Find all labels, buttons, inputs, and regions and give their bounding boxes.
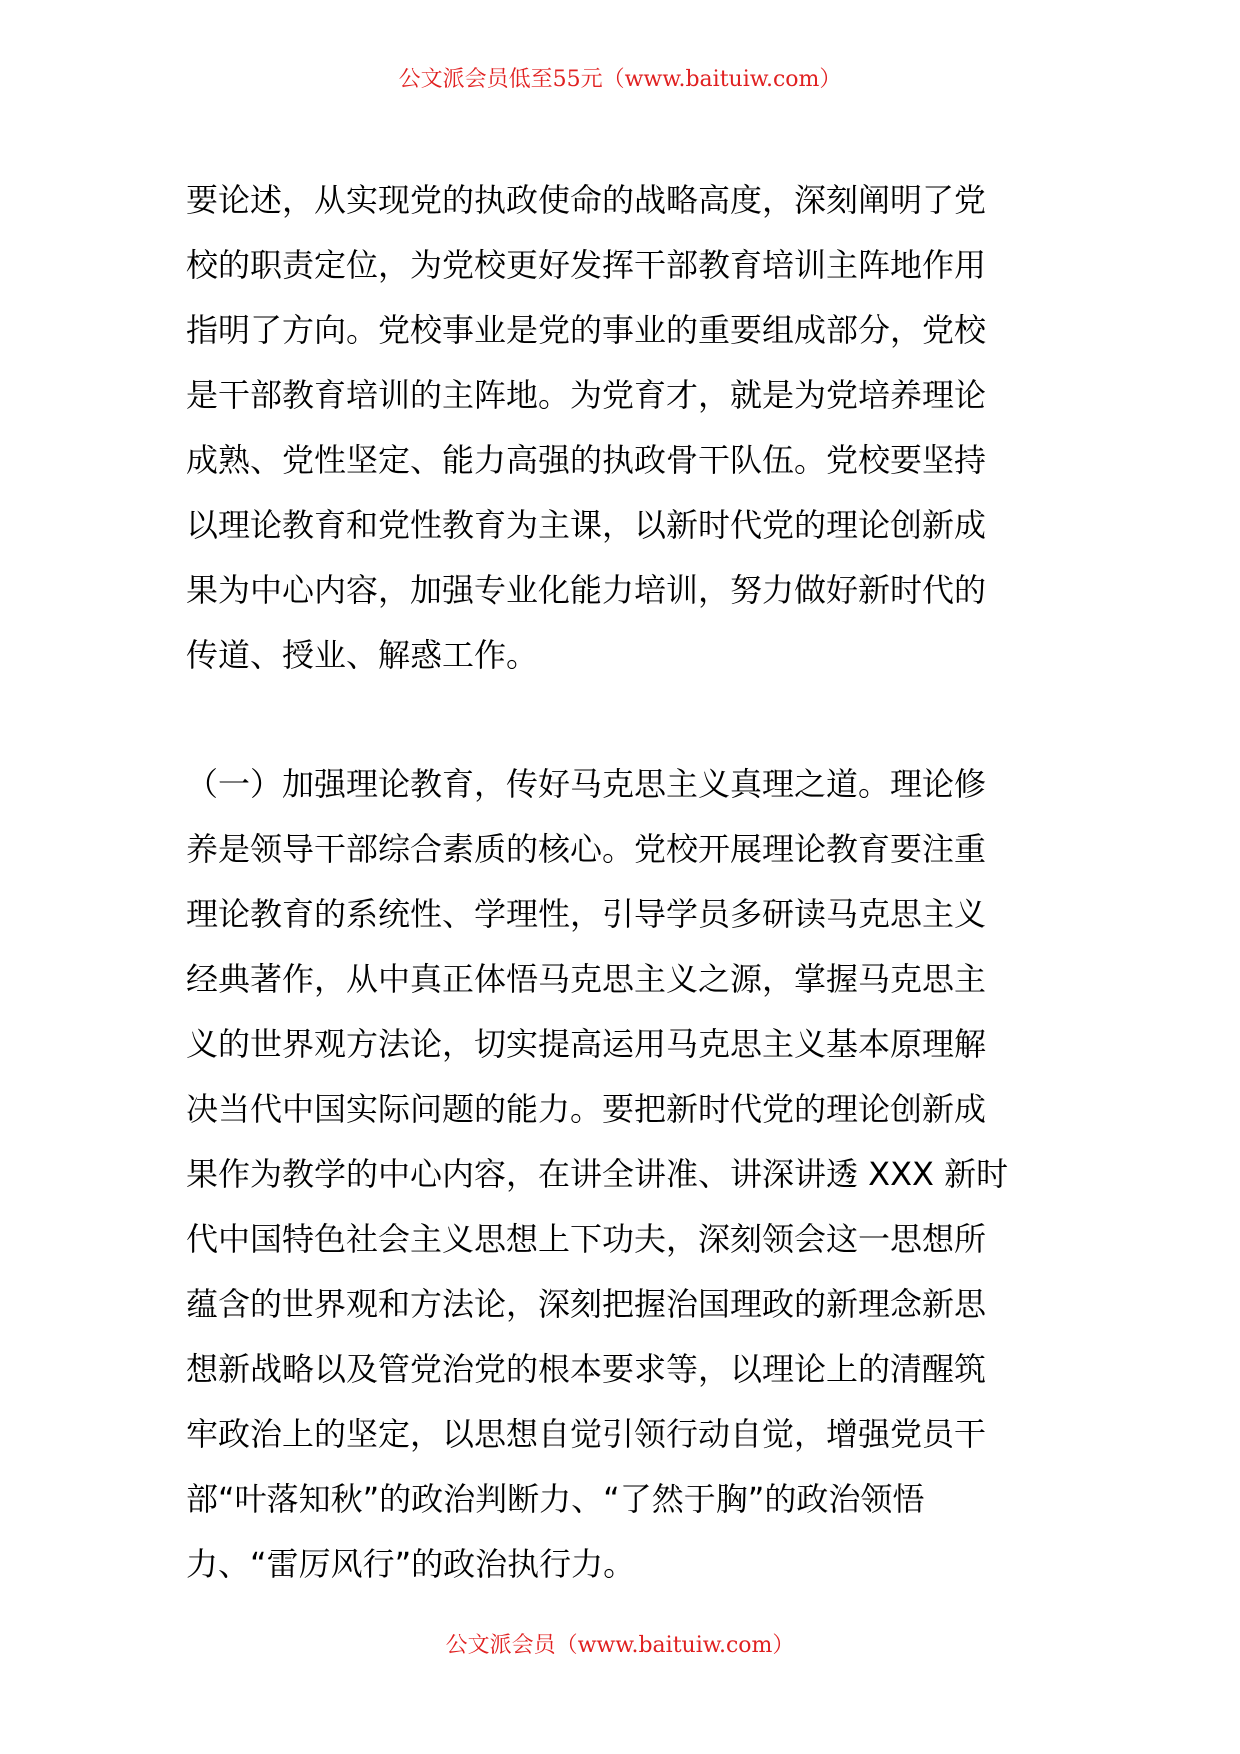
paragraph-line: 以理论教育和党性教育为主课，以新时代党的理论创新成 <box>186 506 987 544</box>
paragraph-2 <box>186 752 1054 1597</box>
paragraph-line: 决当代中国实际问题的能力。要把新时代党的理论创新成 <box>186 1090 987 1128</box>
paragraph-line: 理论教育的系统性、学理性，引导学员多研读马克思主义 <box>186 895 987 933</box>
header-watermark: 公文派会员低至55元（www.baituiw.com） <box>398 67 842 92</box>
paragraph-line: 力、“雷厉风行”的政治执行力。 <box>186 1545 636 1583</box>
paragraph-line: 校的职责定位，为党校更好发挥干部教育培训主阵地作用 <box>186 246 987 284</box>
paragraph-line: 成熟、党性坚定、能力高强的执政骨干队伍。党校要坚持 <box>186 441 987 479</box>
paragraph-line: 经典著作，从中真正体悟马克思主义之源，掌握马克思主 <box>186 960 987 998</box>
paragraph-line: 想新战略以及管党治党的根本要求等，以理论上的清醒筑 <box>186 1350 987 1388</box>
paragraph-line: 义的世界观方法论，切实提高运用马克思主义基本原理解 <box>186 1025 987 1063</box>
footer-watermark: 公文派会员（www.baituiw.com） <box>445 1633 795 1658</box>
paragraph-line: 是干部教育培训的主阵地。为党育才，就是为党培养理论 <box>186 376 987 414</box>
paragraph-1 <box>186 168 1054 688</box>
paragraph-line: 蕴含的世界观和方法论，深刻把握治国理政的新理念新思 <box>186 1285 987 1323</box>
paragraph-line: 指明了方向。党校事业是党的事业的重要组成部分，党校 <box>186 311 987 349</box>
paragraph-line: 牢政治上的坚定，以思想自觉引领行动自觉，增强党员干 <box>186 1415 987 1453</box>
paragraph-line: 果作为教学的中心内容，在讲全讲准、讲深讲透 XXX 新时 <box>186 1155 1009 1193</box>
paragraph-line: （一）加强理论教育，传好马克思主义真理之道。理论修 <box>186 765 987 803</box>
paragraph-line: 代中国特色社会主义思想上下功夫，深刻领会这一思想所 <box>186 1220 987 1258</box>
paragraph-line: 部“叶落知秋”的政治判断力、“了然于胸”的政治领悟 <box>186 1480 925 1518</box>
paragraph-line: 传道、授业、解惑工作。 <box>186 636 539 674</box>
paragraph-line: 养是领导干部综合素质的核心。党校开展理论教育要注重 <box>186 830 987 868</box>
paragraph-line: 要论述，从实现党的执政使命的战略高度，深刻阐明了党 <box>186 181 987 219</box>
paragraph-line: 果为中心内容，加强专业化能力培训，努力做好新时代的 <box>186 571 987 609</box>
